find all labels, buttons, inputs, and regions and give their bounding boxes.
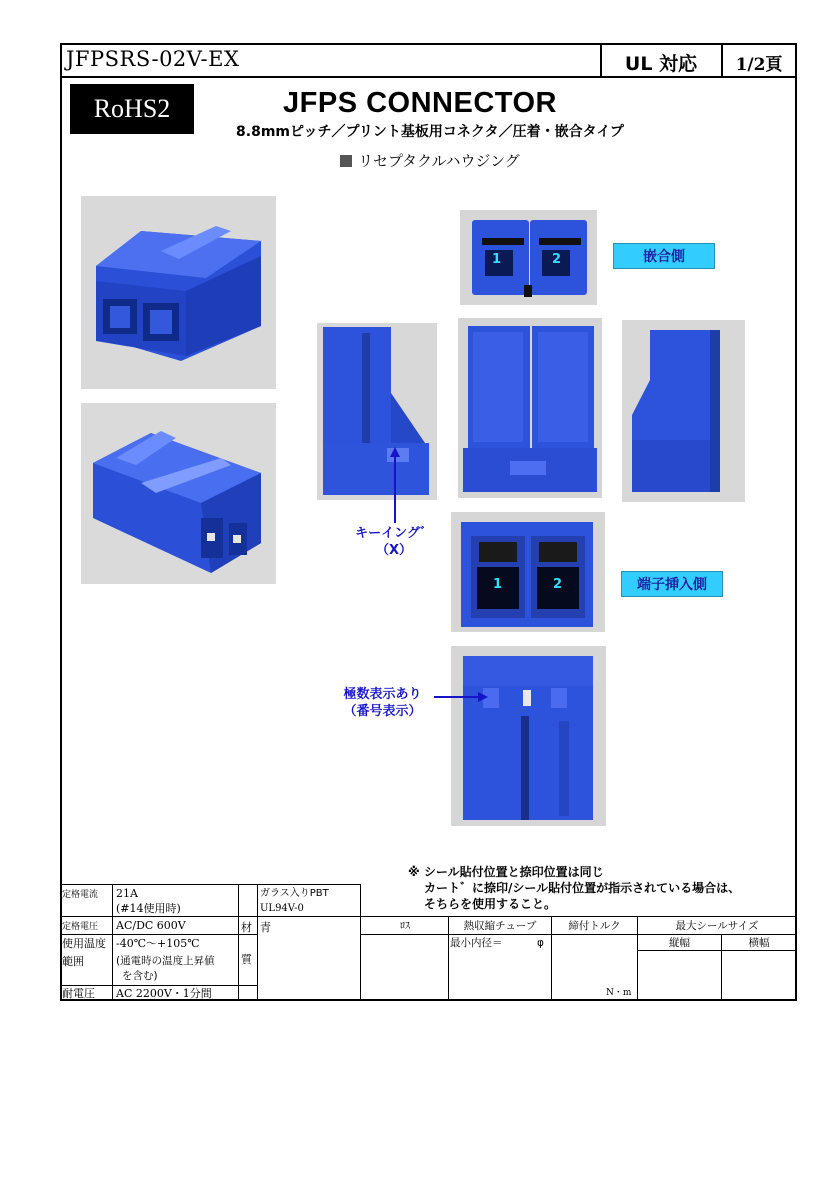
- pin-number-2-insert: 2: [553, 577, 563, 592]
- table-line: [238, 884, 239, 999]
- mating-side-label: 嵌合側: [613, 243, 715, 269]
- table-line: [360, 934, 797, 935]
- seal-horizontal: 横幅: [748, 937, 770, 949]
- pin-number-1-insert: 1: [493, 577, 503, 592]
- table-line: [360, 884, 361, 999]
- part-number: JFPSRS-02V-EX: [66, 47, 240, 71]
- withstand-value: AC 2200V・1分間: [116, 987, 212, 1000]
- temp-label-2: 範囲: [62, 955, 84, 968]
- lot-header: ﾛｽ: [400, 921, 410, 932]
- photo-side-right: [622, 320, 745, 502]
- square-bullet-icon: [340, 155, 352, 167]
- table-line: [60, 884, 360, 885]
- keying-arrow-icon: [380, 445, 410, 525]
- color-value: 青: [260, 921, 271, 934]
- seal-size-header: 最大シールサイズ: [675, 920, 759, 932]
- seal-position-note: ※ シール貼付位置と捺印位置は同じ カート゛に捺印/シール貼付位置が指示されている場合は、 そちらを使用すること。: [408, 865, 741, 911]
- material-grade: UL94V-0: [260, 903, 304, 914]
- temp-label-1: 使用温度: [62, 937, 106, 950]
- page-label: 1/2頁: [735, 55, 783, 75]
- polarity-arrow-icon: [432, 690, 490, 704]
- page-title: JFPS CONNECTOR: [283, 87, 557, 119]
- torque-unit: N・m: [606, 988, 632, 998]
- photo-bottom-view: [451, 646, 606, 826]
- rated-current-label: 定格電流: [62, 890, 99, 900]
- material-label: 材: [241, 921, 252, 934]
- phi-symbol: φ: [537, 937, 544, 949]
- temp-note-2: を含む): [122, 970, 158, 982]
- polarity-annotation: 極数表示あり （番号表示）: [343, 687, 422, 719]
- page-subtitle: 8.8mmピッチ／プリント基板用コネクタ／圧着・嵌合タイプ: [236, 124, 624, 140]
- insert-side-label: 端子挿入側: [621, 571, 723, 597]
- material-value: ガラス入りPBT: [260, 888, 329, 899]
- torque-header: 締付トルク: [568, 920, 621, 932]
- rated-voltage-label: 定格電圧: [62, 922, 99, 932]
- photo-top-view: [458, 318, 602, 498]
- withstand-label: 耐電圧: [62, 987, 95, 1000]
- photo-isometric-2: [81, 403, 276, 584]
- material-label-2: 質: [241, 953, 252, 966]
- rated-current-value: 21A: [116, 887, 138, 900]
- temp-note-1: (通電時の温度上昇値: [116, 955, 215, 967]
- tube-header: 熱収縮チューブ: [463, 920, 537, 932]
- photo-insert-side: [451, 512, 605, 632]
- section-label: リセプタクルハウジング: [280, 150, 580, 171]
- seal-vertical: 縦幅: [669, 937, 690, 949]
- tube-min-diameter: 最小内径＝: [450, 937, 503, 949]
- photo-side-left: [317, 323, 437, 500]
- photo-mating-face: [460, 210, 597, 305]
- keying-annotation: キーイング゛ （X）: [355, 526, 433, 558]
- temp-value: -40℃～+105℃: [116, 937, 200, 950]
- pin-number-2: 2: [552, 252, 562, 267]
- ul-label: UL 対応: [624, 53, 698, 75]
- rated-current-note: (#14使用時): [116, 902, 181, 915]
- table-line: [112, 884, 113, 999]
- photo-isometric-1: [81, 196, 276, 389]
- table-line: [60, 916, 797, 917]
- rated-voltage-value: AC/DC 600V: [116, 919, 186, 932]
- rohs-badge: RoHS2: [70, 84, 194, 134]
- pin-number-1: 1: [492, 252, 502, 267]
- table-line: [257, 884, 258, 999]
- header-divider: [60, 76, 797, 78]
